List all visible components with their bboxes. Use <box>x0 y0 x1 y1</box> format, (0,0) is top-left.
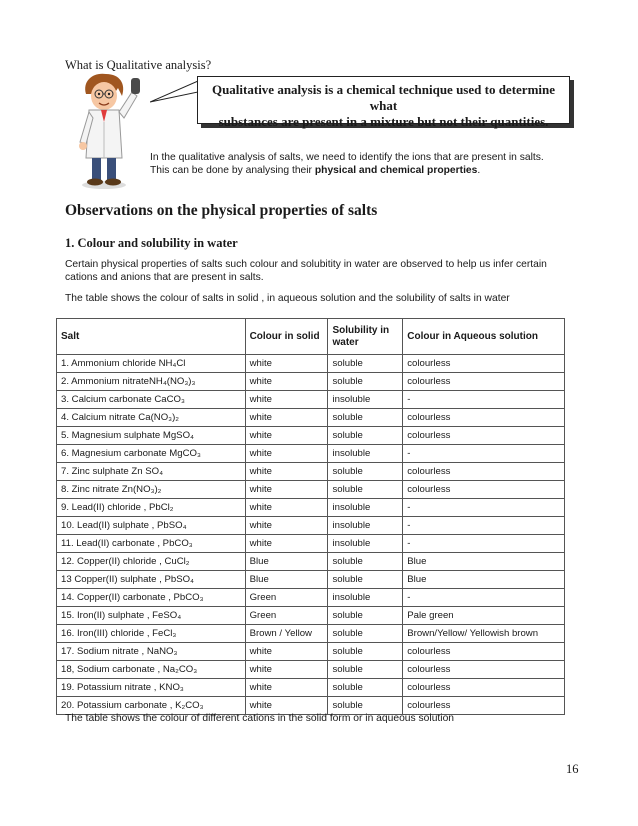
cell-solubility: soluble <box>328 427 403 445</box>
header-solubility: Solubility in water <box>328 319 403 355</box>
cell-colour-aqueous: colourless <box>403 409 565 427</box>
cell-colour-solid: white <box>245 481 328 499</box>
table-row <box>57 499 565 517</box>
cell-colour-solid: white <box>245 697 328 715</box>
cell-solubility: insoluble <box>328 589 403 607</box>
cell-solubility: insoluble <box>328 445 403 463</box>
cell-colour-aqueous: Blue <box>403 571 565 589</box>
cell-colour-solid: white <box>245 643 328 661</box>
cell-colour-aqueous: colourless <box>403 481 565 499</box>
cell-colour-solid: Blue <box>245 553 328 571</box>
cell-salt: 13 Copper(II) sulphate , PbSO₄ <box>57 571 246 589</box>
cell-solubility: insoluble <box>328 391 403 409</box>
table-row <box>57 427 565 445</box>
cell-salt: 5. Magnesium sulphate MgSO₄ <box>57 427 246 445</box>
table-row <box>57 463 565 481</box>
cell-salt: 19. Potassium nitrate , KNO₃ <box>57 679 246 697</box>
table-row <box>57 643 565 661</box>
table-row <box>57 589 565 607</box>
cell-salt: 20. Potassium carbonate , K₂CO₃ <box>57 697 246 715</box>
cell-colour-solid: white <box>245 391 328 409</box>
table-row <box>57 517 565 535</box>
cell-colour-solid: white <box>245 517 328 535</box>
paragraph-properties: Certain physical properties of salts such colour and solubitity in water are observed to help us infer certain cations and anions that are present in salts. <box>65 259 547 283</box>
paragraph-table-intro: The table shows the colour of salts in solid , in aqueous solution and the solubility of salts in water <box>65 293 510 304</box>
cell-salt: 12. Copper(II) chloride , CuCl₂ <box>57 553 246 571</box>
cell-colour-aqueous: colourless <box>403 661 565 679</box>
cell-colour-solid: Green <box>245 607 328 625</box>
cell-colour-solid: white <box>245 409 328 427</box>
header-colour-aqueous: Colour in Aqueous solution <box>403 319 565 355</box>
cell-solubility: soluble <box>328 409 403 427</box>
table-row <box>57 445 565 463</box>
cell-salt: 3. Calcium carbonate CaCO₃ <box>57 391 246 409</box>
table-row <box>57 355 565 373</box>
cell-salt: 11. Lead(II) carbonate , PbCO₃ <box>57 535 246 553</box>
table-row <box>57 391 565 409</box>
cell-salt: 1. Ammonium chloride NH₄Cl <box>57 355 246 373</box>
question-heading: What is Qualitative analysis? <box>65 58 212 72</box>
table-row <box>57 697 565 715</box>
cell-colour-solid: Blue <box>245 571 328 589</box>
header-colour-solid: Colour in solid <box>245 319 328 355</box>
cell-colour-solid: Brown / Yellow <box>245 625 328 643</box>
cell-colour-aqueous: colourless <box>403 373 565 391</box>
subsection-heading: 1. Colour and solubility in water <box>65 236 238 250</box>
cell-salt: 17. Sodium nitrate , NaNO₃ <box>57 643 246 661</box>
cell-salt: 2. Ammonium nitrateNH₄(NO₃)₃ <box>57 373 246 391</box>
cell-salt: 15. Iron(II) sulphate , FeSO₄ <box>57 607 246 625</box>
cell-colour-aqueous: - <box>403 535 565 553</box>
cell-solubility: soluble <box>328 571 403 589</box>
scientist-icon <box>74 72 144 190</box>
table-body <box>57 355 565 715</box>
intro-text <box>150 151 544 177</box>
cell-colour-aqueous: colourless <box>403 679 565 697</box>
callout-line-2: substances are present in a mixture but not their quantities. <box>218 114 549 129</box>
cell-colour-aqueous: colourless <box>403 697 565 715</box>
callout-line-1: Qualitative analysis is a chemical technique used to determine what <box>211 82 556 113</box>
cell-colour-aqueous: Brown/Yellow/ Yellowish brown <box>403 625 565 643</box>
intro-line-2 <box>150 164 544 177</box>
cell-solubility: soluble <box>328 463 403 481</box>
section-heading: Observations on the physical properties of salts <box>65 202 378 219</box>
cell-colour-solid: white <box>245 463 328 481</box>
cell-solubility: soluble <box>328 679 403 697</box>
cell-solubility: soluble <box>328 697 403 715</box>
cell-colour-solid: Green <box>245 589 328 607</box>
table-row <box>57 679 565 697</box>
cell-solubility: insoluble <box>328 517 403 535</box>
cell-solubility: soluble <box>328 373 403 391</box>
cell-colour-solid: white <box>245 427 328 445</box>
table-row <box>57 661 565 679</box>
cell-colour-aqueous: colourless <box>403 427 565 445</box>
cell-salt: 4. Calcium nitrate Ca(NO₃)₂ <box>57 409 246 427</box>
cell-salt: 16. Iron(III) chloride , FeCl₃ <box>57 625 246 643</box>
cell-solubility: soluble <box>328 355 403 373</box>
cell-colour-aqueous: colourless <box>403 643 565 661</box>
cell-colour-aqueous: - <box>403 499 565 517</box>
cell-colour-aqueous: Pale green <box>403 607 565 625</box>
intro-line-2-bold: physical and chemical properties <box>314 165 478 176</box>
cell-colour-solid: white <box>245 535 328 553</box>
cell-solubility: insoluble <box>328 535 403 553</box>
page-number: 16 <box>566 762 579 776</box>
intro-line-1: In the qualitative analysis of salts, we need to identify the ions that are present in salts. <box>150 152 544 163</box>
table-header-row <box>57 319 565 355</box>
table-row <box>57 481 565 499</box>
definition-callout <box>197 76 570 129</box>
table-row <box>57 607 565 625</box>
cell-colour-solid: white <box>245 679 328 697</box>
intro-line-2-prefix: This can be done by analysing their <box>150 165 315 176</box>
cell-colour-aqueous: Blue <box>403 553 565 571</box>
cell-salt: 14. Copper(II) carbonate , PbCO₃ <box>57 589 246 607</box>
cell-colour-solid: white <box>245 373 328 391</box>
table-row <box>57 571 565 589</box>
cell-colour-aqueous: - <box>403 445 565 463</box>
cell-colour-aqueous: - <box>403 589 565 607</box>
cell-salt: 10. Lead(II) sulphate , PbSO₄ <box>57 517 246 535</box>
cell-salt: 6. Magnesium carbonate MgCO₃ <box>57 445 246 463</box>
header-salt: Salt <box>57 319 246 355</box>
cell-colour-solid: white <box>245 661 328 679</box>
table-row <box>57 373 565 391</box>
cell-salt: 8. Zinc nitrate Zn(NO₃)₂ <box>57 481 246 499</box>
table-caption: The table shows the colour of different cations in the solid form or in aqueous solution <box>65 713 455 724</box>
cell-colour-solid: white <box>245 355 328 373</box>
cell-colour-solid: white <box>245 445 328 463</box>
table-row <box>57 553 565 571</box>
cell-solubility: soluble <box>328 481 403 499</box>
cell-colour-aqueous: - <box>403 391 565 409</box>
cell-salt: 9. Lead(II) chloride , PbCl₂ <box>57 499 246 517</box>
cell-solubility: soluble <box>328 607 403 625</box>
cell-solubility: insoluble <box>328 499 403 517</box>
table-row <box>57 409 565 427</box>
cell-salt: 18, Sodium carbonate , Na₂CO₃ <box>57 661 246 679</box>
cell-salt: 7. Zinc sulphate Zn SO₄ <box>57 463 246 481</box>
table-row <box>57 625 565 643</box>
intro-line-2-suffix: . <box>477 165 481 176</box>
cell-colour-aqueous: colourless <box>403 463 565 481</box>
cell-solubility: soluble <box>328 625 403 643</box>
cell-colour-solid: white <box>245 499 328 517</box>
cell-solubility: soluble <box>328 643 403 661</box>
cell-solubility: soluble <box>328 661 403 679</box>
salt-properties-table <box>56 318 565 715</box>
cell-colour-aqueous: colourless <box>403 355 565 373</box>
table-row <box>57 535 565 553</box>
cell-colour-aqueous: - <box>403 517 565 535</box>
cell-solubility: soluble <box>328 553 403 571</box>
